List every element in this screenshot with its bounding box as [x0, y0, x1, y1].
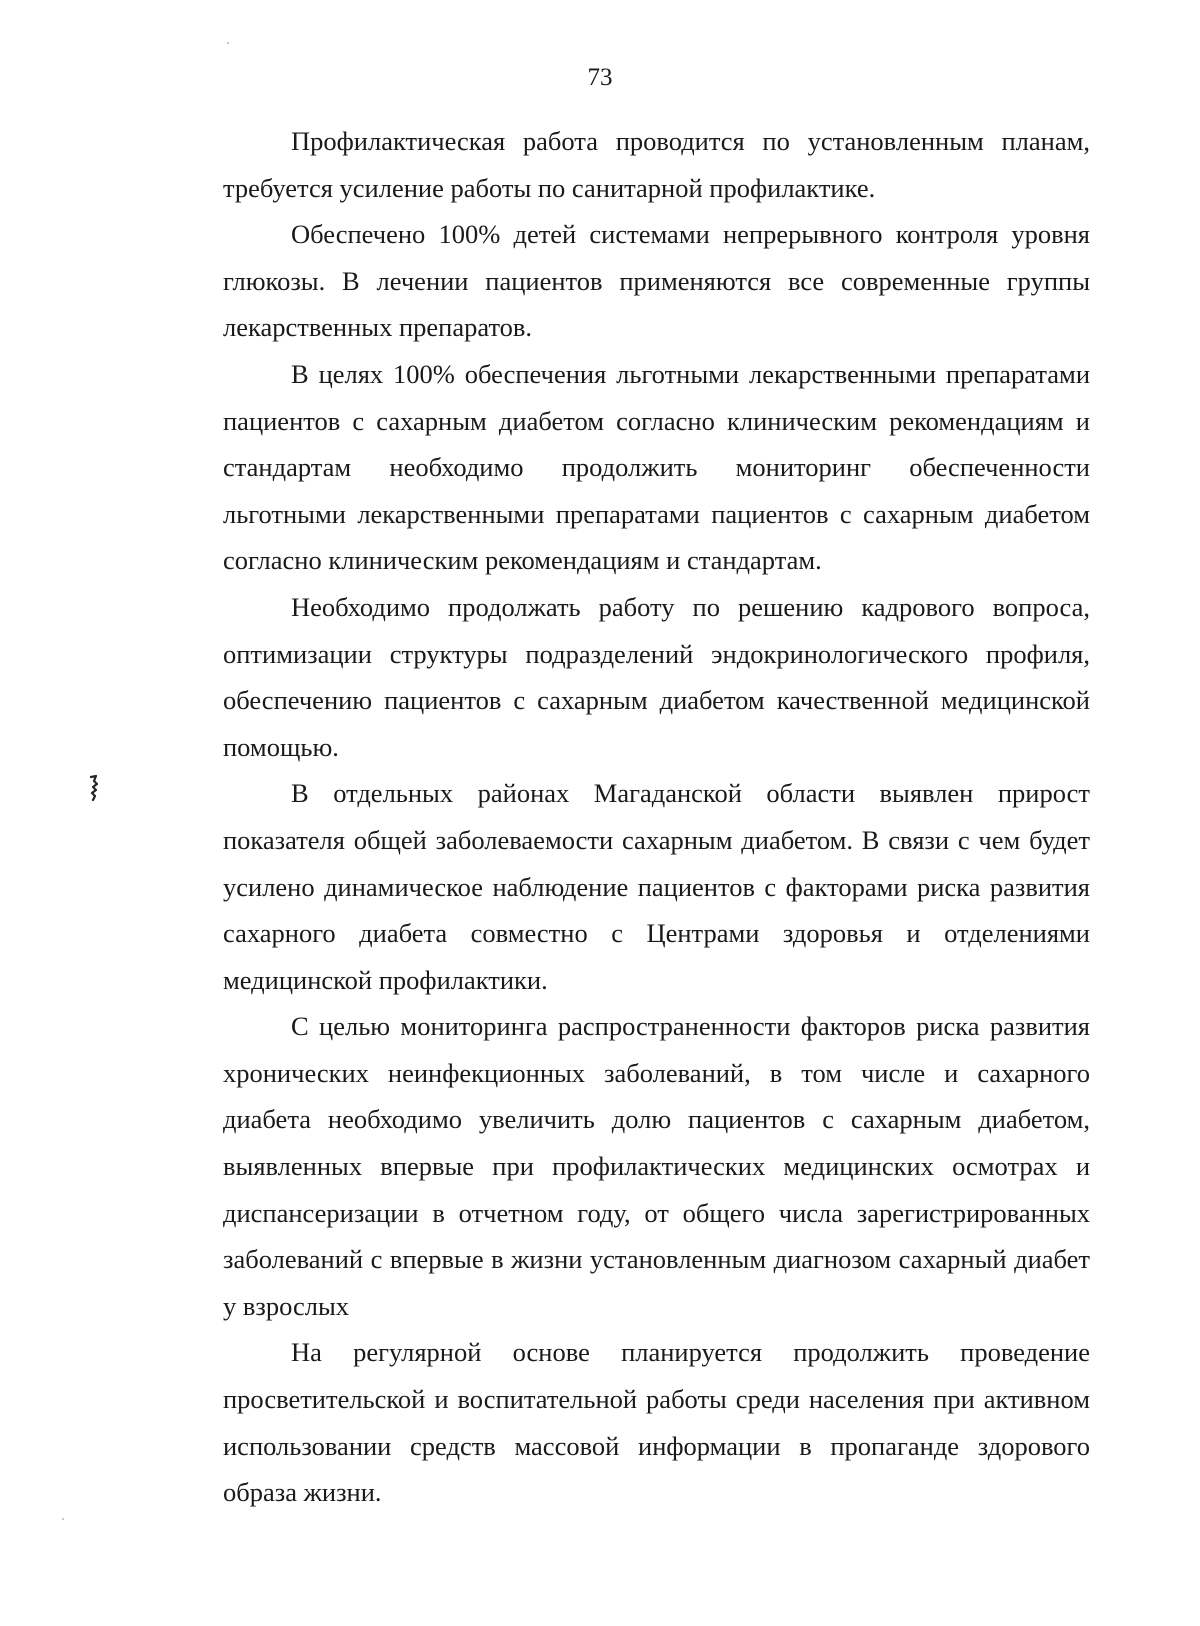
paragraph-glucose-monitoring: Обеспечено 100% детей системами непрерывного контроля уровня глюкозы. В лечении пациентов применяются все современные группы лекарственных препаратов. [223, 219, 1090, 343]
scan-speck [62, 1518, 64, 1520]
paragraph-regional-morbidity: В отдельных районах Магаданской области выявлен прирост показателя общей заболеваемости сахарным диабетом. В связи с чем будет усилено динамическое наблюдение пациентов с факторами риска развития сахарного диабета совместно с Центрами здоровья и отделениями медицинской профилактики. [223, 778, 1090, 995]
paragraph-risk-factor-monitoring: С целью мониторинга распространенности факторов риска развития хронических неинфекционных заболеваний, в том числе и сахарного диабета необходимо увеличить долю пациентов с сахарным диабетом, выявленных впервые при профилактических медицинских осмотрах и диспансеризации в отчетном году, от общего числа зарегистрированных заболеваний с впервые в жизни установленным диагнозом сахарный диабет у взрослых [223, 1011, 1090, 1321]
document-body [223, 118, 1090, 1516]
paragraph-prevention-work: Профилактическая работа проводится по установленным планам, требуется усиление работы по санитарной профилактике. [223, 126, 1090, 203]
binding-hole-mark [90, 775, 98, 801]
page-number: 73 [587, 64, 613, 91]
paragraph-drug-provision: В целях 100% обеспечения льготными лекарственными препаратами пациентов с сахарным диабетом согласно клиническим рекомендациям и стандартам необходимо продолжить мониторинг обеспеченности льготными лекарственными препаратами пациентов с сахарным диабетом согласно клиническим рекомендациям и стандартам. [223, 358, 1090, 576]
paragraph-health-education: На регулярной основе планируется продолжить проведение просветительской и воспитательной работы среди населения при активном использовании средств массовой информации в пропаганде здорового образа жизни. [223, 1337, 1090, 1508]
paragraph-staffing: Необходимо продолжать работу по решению кадрового вопроса, оптимизации структуры подразделений эндокринологического профиля, обеспечению пациентов с сахарным диабетом качественной медицинской помощью. [223, 591, 1090, 762]
scan-speck [227, 42, 229, 44]
